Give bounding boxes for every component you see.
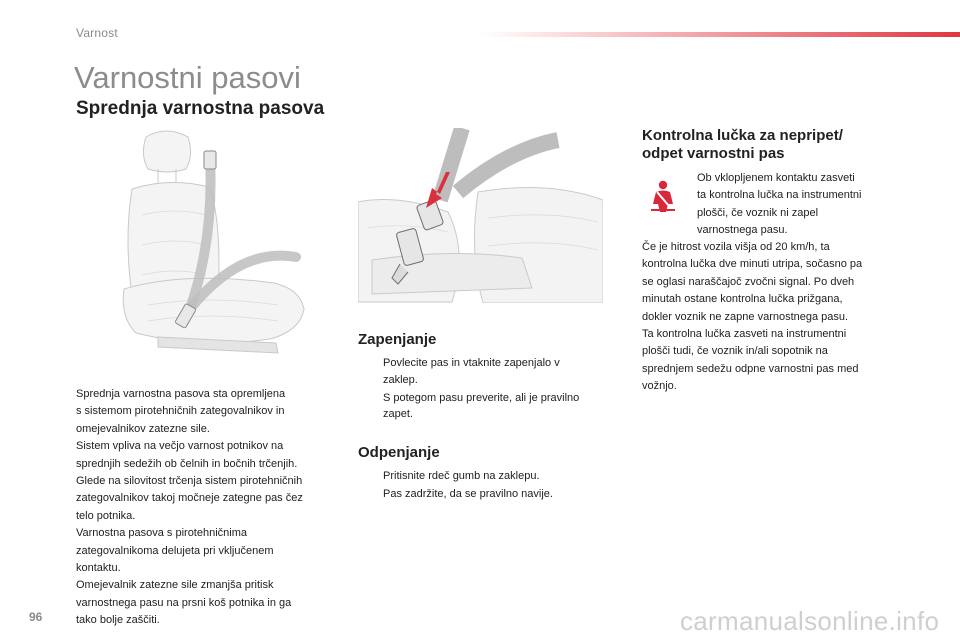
buckle-closeup-illustration <box>358 128 603 303</box>
warning-body-paragraph: Če je hitrost vozila višja od 20 km/h, ta kontrolna lučka dve minuti utripa, sočasno pa se oglasi naraščajoč zvočni signal. Po dveh minutah ostane kontrolna lučka prižgana, dokler voznik ne zapne varnostnega pasu. Ta kontrolna lučka zasveti na instrumentni plošči tudi, če voznik in/ali sopotnik na sprednjem sedežu odpne varnostni pas med vožnjo. <box>642 241 863 393</box>
header-accent-rule <box>480 32 960 37</box>
list-item: Pas zadržite, da se pravilno navije. <box>383 487 553 500</box>
fastening-heading: Zapenjanje <box>358 331 437 348</box>
fastening-steps <box>358 355 618 424</box>
warning-icon-caption: Ob vklopljenem kontaktu zasveti ta kontrolna lučka na instrumentni plošči, če voznik ni zapel varnostnega pasu. <box>697 172 862 237</box>
seatbelt-warning-icon <box>648 180 678 214</box>
page-number: 96 <box>29 610 43 624</box>
unfastening-steps <box>358 468 618 504</box>
page-title: Varnostni pasovi <box>74 60 301 95</box>
intro-paragraph: Sprednja varnostna pasova sta opremljena s sistemom pirotehničnih zategovalnikov in omejevalnikov zatezne sile. Sistem vpliva na večjo varnost potnikov na sprednjih sedežih ob čelnih in bočnih trčenjih. Glede na silovitost trčenja sistem pirotehničnih zategovalnikov takoj močneje zategne pas čez telo potnika. Varnostna pasova s pirotehničnima zategovalnikoma delujeta pri vključenem kontaktu. Omejevalnik zatezne sile zmanjša pritisk varnostnega pasu na prsni koš potnika in ga tako bolje zaščiti. <box>76 388 303 627</box>
list-item: Pritisnite rdeč gumb na zaklepu. <box>383 470 540 482</box>
seat-belt-illustration <box>118 125 318 365</box>
unfastening-heading: Odpenjanje <box>358 444 440 461</box>
list-item: Povlecite pas in vtaknite zapenjalo v zaklep. <box>383 357 560 386</box>
warning-lamp-heading: Kontrolna lučka za nepripet/ odpet varnostni pas <box>642 127 843 162</box>
watermark: carmanualsonline.info <box>680 606 940 636</box>
list-item: S potegom pasu preverite, ali je pravilno zapet. <box>383 391 580 421</box>
section-subtitle: Sprednja varnostna pasova <box>76 98 325 119</box>
header-section-label: Varnost <box>76 26 118 40</box>
